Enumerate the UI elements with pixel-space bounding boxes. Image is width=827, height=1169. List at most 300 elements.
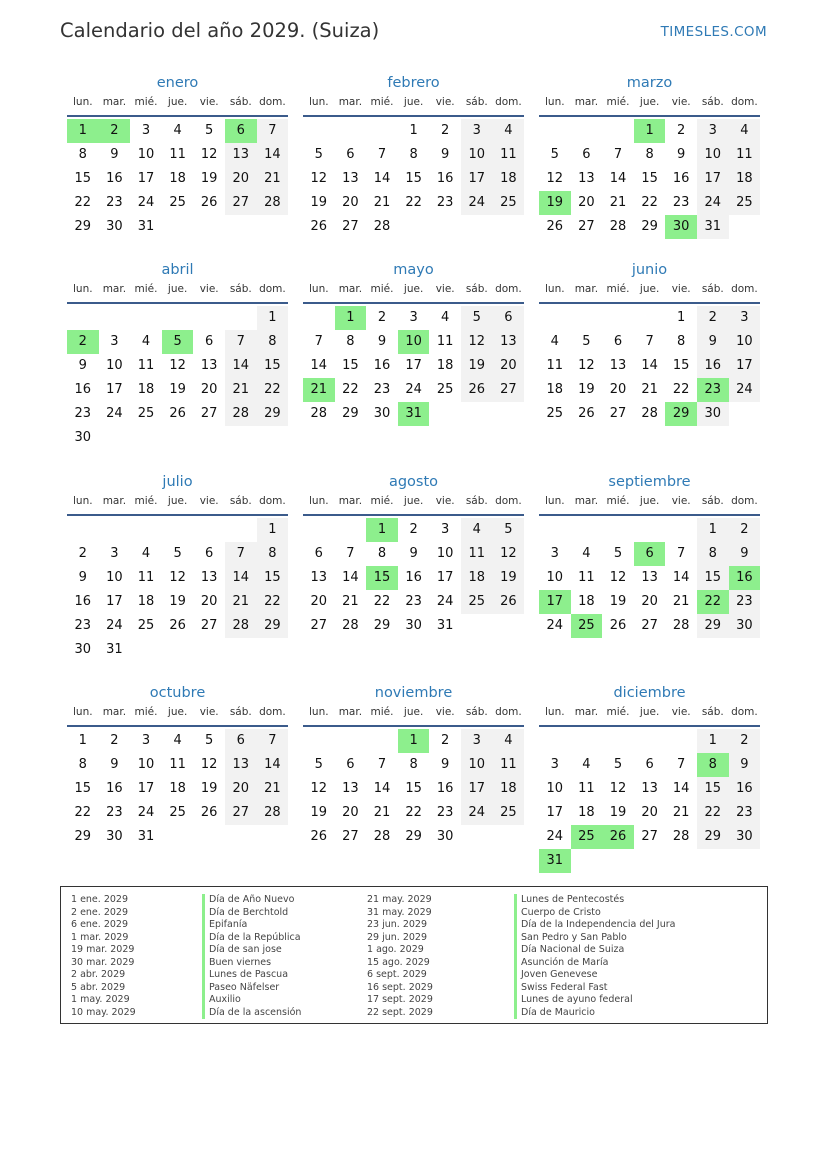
day-cell[interactable]: 13 <box>225 753 257 777</box>
day-cell[interactable]: 24 <box>405 382 422 397</box>
day-cell[interactable]: 24 <box>546 618 564 633</box>
day-cell[interactable]: 14 <box>672 781 690 796</box>
day-cell[interactable]: 25 <box>137 406 155 421</box>
holiday-day[interactable]: 10 <box>398 330 430 354</box>
day-cell[interactable]: 25 <box>169 805 186 820</box>
day-cell[interactable]: 7 <box>225 542 257 566</box>
day-cell[interactable]: 9 <box>110 757 119 772</box>
day-cell[interactable]: 17 <box>697 167 729 191</box>
holiday-day[interactable]: 6 <box>634 542 666 566</box>
day-cell[interactable]: 24 <box>461 191 493 215</box>
day-cell[interactable]: 5 <box>205 123 214 138</box>
day-cell[interactable]: 13 <box>578 171 595 186</box>
holiday-day[interactable]: 1 <box>366 518 398 542</box>
day-cell[interactable]: 27 <box>310 618 328 633</box>
day-cell[interactable]: 31 <box>697 215 729 239</box>
day-cell[interactable]: 19 <box>200 171 218 186</box>
holiday-day[interactable]: 31 <box>539 849 571 873</box>
day-cell[interactable]: 8 <box>409 757 418 772</box>
day-cell[interactable]: 27 <box>225 801 257 825</box>
day-cell[interactable]: 21 <box>342 594 359 609</box>
day-cell[interactable]: 1 <box>697 518 729 542</box>
day-cell[interactable]: 21 <box>672 594 690 609</box>
day-cell[interactable]: 5 <box>613 757 623 772</box>
day-cell[interactable]: 4 <box>141 546 151 561</box>
day-cell[interactable]: 6 <box>645 757 654 772</box>
day-cell[interactable]: 7 <box>225 330 257 354</box>
day-cell[interactable]: 9 <box>78 358 87 373</box>
day-cell[interactable]: 11 <box>436 334 454 349</box>
day-cell[interactable]: 28 <box>373 219 391 234</box>
day-cell[interactable]: 14 <box>225 566 257 590</box>
day-cell[interactable]: 1 <box>409 123 418 138</box>
day-cell[interactable]: 23 <box>672 195 690 210</box>
day-cell[interactable]: 24 <box>436 594 454 609</box>
day-cell[interactable]: 14 <box>373 171 391 186</box>
day-cell[interactable]: 26 <box>200 805 218 820</box>
day-cell[interactable]: 22 <box>373 594 391 609</box>
day-cell[interactable]: 29 <box>405 829 422 844</box>
day-cell[interactable]: 13 <box>609 358 627 373</box>
day-cell[interactable]: 24 <box>461 801 493 825</box>
day-cell[interactable]: 16 <box>697 354 729 378</box>
day-cell[interactable]: 25 <box>729 191 761 215</box>
day-cell[interactable]: 7 <box>257 119 289 143</box>
day-cell[interactable]: 4 <box>582 757 591 772</box>
day-cell[interactable]: 20 <box>342 805 359 820</box>
day-cell[interactable]: 4 <box>550 334 559 349</box>
day-cell[interactable]: 7 <box>314 334 323 349</box>
day-cell[interactable]: 9 <box>729 542 761 566</box>
day-cell[interactable]: 3 <box>550 546 559 561</box>
day-cell[interactable]: 3 <box>409 310 418 325</box>
day-cell[interactable]: 10 <box>546 781 564 796</box>
day-cell[interactable]: 30 <box>729 825 761 849</box>
day-cell[interactable]: 16 <box>74 594 92 609</box>
day-cell[interactable]: 17 <box>461 167 493 191</box>
day-cell[interactable]: 28 <box>672 618 690 633</box>
day-cell[interactable]: 14 <box>257 143 289 167</box>
day-cell[interactable]: 27 <box>641 829 658 844</box>
day-cell[interactable]: 18 <box>169 781 186 796</box>
day-cell[interactable]: 22 <box>697 801 729 825</box>
day-cell[interactable]: 7 <box>257 729 289 753</box>
day-cell[interactable]: 5 <box>550 147 559 162</box>
day-cell[interactable]: 12 <box>169 570 186 585</box>
day-cell[interactable]: 28 <box>609 219 627 234</box>
holiday-day[interactable]: 25 <box>571 825 603 849</box>
day-cell[interactable]: 19 <box>461 354 493 378</box>
holiday-day[interactable]: 22 <box>697 590 729 614</box>
day-cell[interactable]: 15 <box>342 358 359 373</box>
day-cell[interactable]: 4 <box>173 733 182 748</box>
day-cell[interactable]: 7 <box>377 757 387 772</box>
day-cell[interactable]: 31 <box>106 642 123 657</box>
day-cell[interactable]: 4 <box>493 119 525 143</box>
day-cell[interactable]: 17 <box>436 570 454 585</box>
day-cell[interactable]: 27 <box>200 618 218 633</box>
day-cell[interactable]: 16 <box>74 382 92 397</box>
holiday-day[interactable]: 15 <box>366 566 398 590</box>
day-cell[interactable]: 22 <box>257 378 289 402</box>
day-cell[interactable]: 7 <box>677 757 686 772</box>
day-cell[interactable]: 26 <box>461 378 493 402</box>
day-cell[interactable]: 22 <box>672 382 690 397</box>
day-cell[interactable]: 30 <box>405 618 422 633</box>
day-cell[interactable]: 25 <box>546 406 564 421</box>
day-cell[interactable]: 7 <box>613 147 623 162</box>
day-cell[interactable]: 27 <box>342 829 359 844</box>
day-cell[interactable]: 21 <box>672 805 690 820</box>
day-cell[interactable]: 8 <box>78 147 87 162</box>
day-cell[interactable]: 30 <box>74 430 92 445</box>
day-cell[interactable]: 12 <box>578 358 595 373</box>
day-cell[interactable]: 13 <box>342 781 359 796</box>
day-cell[interactable]: 20 <box>641 805 658 820</box>
day-cell[interactable]: 23 <box>436 805 454 820</box>
day-cell[interactable]: 11 <box>461 542 493 566</box>
day-cell[interactable]: 12 <box>200 757 218 772</box>
day-cell[interactable]: 2 <box>697 306 729 330</box>
day-cell[interactable]: 2 <box>441 123 450 138</box>
day-cell[interactable]: 26 <box>169 406 186 421</box>
holiday-day[interactable]: 1 <box>67 119 99 143</box>
holiday-day[interactable]: 1 <box>335 306 367 330</box>
day-cell[interactable]: 3 <box>110 546 119 561</box>
day-cell[interactable]: 8 <box>346 334 355 349</box>
day-cell[interactable]: 21 <box>641 382 658 397</box>
day-cell[interactable]: 25 <box>493 801 525 825</box>
day-cell[interactable]: 15 <box>257 354 289 378</box>
day-cell[interactable]: 22 <box>405 195 422 210</box>
holiday-day[interactable]: 29 <box>665 402 697 426</box>
day-cell[interactable]: 10 <box>697 143 729 167</box>
day-cell[interactable]: 16 <box>106 171 123 186</box>
day-cell[interactable]: 2 <box>729 518 761 542</box>
day-cell[interactable]: 16 <box>729 777 761 801</box>
day-cell[interactable]: 22 <box>257 590 289 614</box>
day-cell[interactable]: 27 <box>578 219 595 234</box>
day-cell[interactable]: 21 <box>257 167 289 191</box>
day-cell[interactable]: 16 <box>672 171 690 186</box>
day-cell[interactable]: 28 <box>257 191 289 215</box>
day-cell[interactable]: 26 <box>546 219 564 234</box>
day-cell[interactable]: 26 <box>200 195 218 210</box>
day-cell[interactable]: 20 <box>200 594 218 609</box>
day-cell[interactable]: 9 <box>110 147 119 162</box>
day-cell[interactable]: 15 <box>257 566 289 590</box>
day-cell[interactable]: 4 <box>729 119 761 143</box>
day-cell[interactable]: 11 <box>169 147 186 162</box>
day-cell[interactable]: 28 <box>373 829 391 844</box>
day-cell[interactable]: 3 <box>141 733 151 748</box>
day-cell[interactable]: 3 <box>697 119 729 143</box>
day-cell[interactable]: 26 <box>310 219 328 234</box>
day-cell[interactable]: 26 <box>169 618 186 633</box>
holiday-day[interactable]: 21 <box>303 378 335 402</box>
day-cell[interactable]: 29 <box>373 618 391 633</box>
day-cell[interactable]: 20 <box>641 594 658 609</box>
day-cell[interactable]: 11 <box>137 358 155 373</box>
day-cell[interactable]: 28 <box>257 801 289 825</box>
day-cell[interactable]: 15 <box>74 171 92 186</box>
day-cell[interactable]: 20 <box>342 195 359 210</box>
day-cell[interactable]: 27 <box>225 191 257 215</box>
day-cell[interactable]: 31 <box>137 219 155 234</box>
day-cell[interactable]: 15 <box>405 171 422 186</box>
day-cell[interactable]: 12 <box>169 358 186 373</box>
day-cell[interactable]: 21 <box>373 805 391 820</box>
day-cell[interactable]: 26 <box>310 829 328 844</box>
day-cell[interactable]: 3 <box>729 306 761 330</box>
day-cell[interactable]: 12 <box>310 781 328 796</box>
day-cell[interactable]: 23 <box>74 406 92 421</box>
day-cell[interactable]: 26 <box>609 618 627 633</box>
day-cell[interactable]: 15 <box>74 781 92 796</box>
day-cell[interactable]: 14 <box>672 570 690 585</box>
day-cell[interactable]: 23 <box>405 594 422 609</box>
day-cell[interactable]: 10 <box>436 546 454 561</box>
day-cell[interactable]: 18 <box>137 594 155 609</box>
day-cell[interactable]: 19 <box>578 382 595 397</box>
day-cell[interactable]: 11 <box>578 781 595 796</box>
day-cell[interactable]: 21 <box>225 378 257 402</box>
day-cell[interactable]: 17 <box>546 805 564 820</box>
day-cell[interactable]: 12 <box>609 570 627 585</box>
day-cell[interactable]: 5 <box>582 334 591 349</box>
day-cell[interactable]: 11 <box>493 143 525 167</box>
day-cell[interactable]: 30 <box>436 829 454 844</box>
day-cell[interactable]: 8 <box>697 542 729 566</box>
day-cell[interactable]: 22 <box>74 805 92 820</box>
day-cell[interactable]: 21 <box>257 777 289 801</box>
day-cell[interactable]: 7 <box>377 147 387 162</box>
day-cell[interactable]: 29 <box>257 614 289 638</box>
holiday-day[interactable]: 2 <box>67 330 99 354</box>
day-cell[interactable]: 9 <box>377 334 387 349</box>
day-cell[interactable]: 15 <box>697 566 729 590</box>
day-cell[interactable]: 19 <box>609 594 627 609</box>
day-cell[interactable]: 5 <box>461 306 493 330</box>
day-cell[interactable]: 14 <box>257 753 289 777</box>
day-cell[interactable]: 13 <box>641 570 658 585</box>
day-cell[interactable]: 11 <box>493 753 525 777</box>
day-cell[interactable]: 4 <box>582 546 591 561</box>
day-cell[interactable]: 10 <box>106 358 123 373</box>
day-cell[interactable]: 20 <box>200 382 218 397</box>
day-cell[interactable]: 18 <box>137 382 155 397</box>
day-cell[interactable]: 2 <box>78 546 87 561</box>
day-cell[interactable]: 3 <box>461 729 493 753</box>
day-cell[interactable]: 11 <box>729 143 761 167</box>
day-cell[interactable]: 24 <box>546 829 564 844</box>
day-cell[interactable]: 17 <box>106 382 123 397</box>
holiday-day[interactable]: 8 <box>697 753 729 777</box>
day-cell[interactable]: 31 <box>137 829 155 844</box>
day-cell[interactable]: 15 <box>405 781 422 796</box>
day-cell[interactable]: 29 <box>342 406 359 421</box>
day-cell[interactable]: 7 <box>677 546 686 561</box>
day-cell[interactable]: 18 <box>169 171 186 186</box>
day-cell[interactable]: 30 <box>106 219 123 234</box>
day-cell[interactable]: 13 <box>225 143 257 167</box>
day-cell[interactable]: 7 <box>346 546 355 561</box>
holiday-day[interactable]: 1 <box>398 729 430 753</box>
holiday-day[interactable]: 19 <box>539 191 571 215</box>
day-cell[interactable]: 20 <box>225 777 257 801</box>
day-cell[interactable]: 30 <box>74 642 92 657</box>
day-cell[interactable]: 29 <box>74 219 92 234</box>
day-cell[interactable]: 13 <box>342 171 359 186</box>
day-cell[interactable]: 31 <box>436 618 454 633</box>
day-cell[interactable]: 29 <box>697 614 729 638</box>
day-cell[interactable]: 13 <box>641 781 658 796</box>
day-cell[interactable]: 15 <box>672 358 690 373</box>
day-cell[interactable]: 28 <box>225 402 257 426</box>
day-cell[interactable]: 19 <box>310 805 328 820</box>
day-cell[interactable]: 14 <box>373 781 391 796</box>
day-cell[interactable]: 19 <box>609 805 627 820</box>
day-cell[interactable]: 9 <box>677 147 686 162</box>
holiday-day[interactable]: 16 <box>729 566 761 590</box>
day-cell[interactable]: 4 <box>173 123 182 138</box>
holiday-day[interactable]: 30 <box>665 215 697 239</box>
day-cell[interactable]: 18 <box>546 382 564 397</box>
day-cell[interactable]: 6 <box>205 546 214 561</box>
day-cell[interactable]: 23 <box>729 801 761 825</box>
day-cell[interactable]: 10 <box>546 570 564 585</box>
day-cell[interactable]: 1 <box>257 518 289 542</box>
holiday-day[interactable]: 2 <box>99 119 131 143</box>
day-cell[interactable]: 8 <box>377 546 387 561</box>
day-cell[interactable]: 27 <box>200 406 218 421</box>
day-cell[interactable]: 6 <box>225 729 257 753</box>
day-cell[interactable]: 5 <box>173 546 182 561</box>
day-cell[interactable]: 20 <box>310 594 328 609</box>
holiday-day[interactable]: 23 <box>697 378 729 402</box>
day-cell[interactable]: 6 <box>493 306 525 330</box>
day-cell[interactable]: 28 <box>310 406 328 421</box>
day-cell[interactable]: 5 <box>205 733 214 748</box>
day-cell[interactable]: 3 <box>550 757 559 772</box>
day-cell[interactable]: 20 <box>609 382 627 397</box>
day-cell[interactable]: 19 <box>493 566 525 590</box>
day-cell[interactable]: 6 <box>346 757 355 772</box>
holiday-day[interactable]: 26 <box>602 825 634 849</box>
holiday-day[interactable]: 1 <box>634 119 666 143</box>
day-cell[interactable]: 24 <box>106 406 123 421</box>
day-cell[interactable]: 17 <box>405 358 422 373</box>
day-cell[interactable]: 11 <box>137 570 155 585</box>
day-cell[interactable]: 25 <box>137 618 155 633</box>
day-cell[interactable]: 24 <box>697 191 729 215</box>
day-cell[interactable]: 30 <box>697 402 729 426</box>
day-cell[interactable]: 2 <box>729 729 761 753</box>
day-cell[interactable]: 24 <box>106 618 123 633</box>
day-cell[interactable]: 19 <box>169 594 186 609</box>
day-cell[interactable]: 8 <box>677 334 686 349</box>
day-cell[interactable]: 3 <box>441 522 450 537</box>
day-cell[interactable]: 14 <box>609 171 627 186</box>
day-cell[interactable]: 15 <box>697 777 729 801</box>
day-cell[interactable]: 5 <box>314 147 323 162</box>
day-cell[interactable]: 19 <box>200 781 218 796</box>
day-cell[interactable]: 14 <box>310 358 328 373</box>
day-cell[interactable]: 9 <box>441 147 450 162</box>
day-cell[interactable]: 24 <box>137 805 155 820</box>
day-cell[interactable]: 19 <box>169 382 186 397</box>
day-cell[interactable]: 18 <box>493 777 525 801</box>
day-cell[interactable]: 2 <box>677 123 686 138</box>
day-cell[interactable]: 13 <box>310 570 328 585</box>
day-cell[interactable]: 6 <box>314 546 323 561</box>
day-cell[interactable]: 23 <box>74 618 92 633</box>
day-cell[interactable]: 21 <box>373 195 391 210</box>
day-cell[interactable]: 10 <box>137 757 155 772</box>
day-cell[interactable]: 21 <box>609 195 627 210</box>
day-cell[interactable]: 25 <box>436 382 454 397</box>
day-cell[interactable]: 15 <box>641 171 658 186</box>
day-cell[interactable]: 18 <box>461 566 493 590</box>
day-cell[interactable]: 18 <box>436 358 454 373</box>
day-cell[interactable]: 8 <box>78 757 87 772</box>
holiday-day[interactable]: 17 <box>539 590 571 614</box>
day-cell[interactable]: 9 <box>697 330 729 354</box>
day-cell[interactable]: 26 <box>493 590 525 614</box>
day-cell[interactable]: 30 <box>729 614 761 638</box>
day-cell[interactable]: 12 <box>493 542 525 566</box>
day-cell[interactable]: 16 <box>436 171 454 186</box>
day-cell[interactable]: 23 <box>373 382 391 397</box>
day-cell[interactable]: 10 <box>729 330 761 354</box>
day-cell[interactable]: 23 <box>436 195 454 210</box>
day-cell[interactable]: 8 <box>257 330 289 354</box>
day-cell[interactable]: 9 <box>441 757 450 772</box>
day-cell[interactable]: 25 <box>461 590 493 614</box>
day-cell[interactable]: 25 <box>493 191 525 215</box>
day-cell[interactable]: 16 <box>373 358 391 373</box>
day-cell[interactable]: 23 <box>106 195 123 210</box>
day-cell[interactable]: 6 <box>346 147 355 162</box>
day-cell[interactable]: 6 <box>582 147 591 162</box>
day-cell[interactable]: 1 <box>697 729 729 753</box>
day-cell[interactable]: 17 <box>137 781 155 796</box>
day-cell[interactable]: 2 <box>377 310 387 325</box>
day-cell[interactable]: 10 <box>461 143 493 167</box>
day-cell[interactable]: 24 <box>729 378 761 402</box>
day-cell[interactable]: 14 <box>342 570 359 585</box>
day-cell[interactable]: 17 <box>137 171 155 186</box>
day-cell[interactable]: 16 <box>436 781 454 796</box>
day-cell[interactable]: 22 <box>641 195 658 210</box>
day-cell[interactable]: 1 <box>257 306 289 330</box>
day-cell[interactable]: 3 <box>110 334 119 349</box>
day-cell[interactable]: 30 <box>373 406 391 421</box>
day-cell[interactable]: 20 <box>225 167 257 191</box>
day-cell[interactable]: 21 <box>225 590 257 614</box>
day-cell[interactable]: 23 <box>729 590 761 614</box>
day-cell[interactable]: 11 <box>578 570 595 585</box>
day-cell[interactable]: 12 <box>200 147 218 162</box>
day-cell[interactable]: 29 <box>257 402 289 426</box>
day-cell[interactable]: 13 <box>200 570 218 585</box>
day-cell[interactable]: 12 <box>310 171 328 186</box>
day-cell[interactable]: 22 <box>405 805 422 820</box>
day-cell[interactable]: 2 <box>409 522 418 537</box>
day-cell[interactable]: 4 <box>493 729 525 753</box>
day-cell[interactable]: 28 <box>225 614 257 638</box>
day-cell[interactable]: 12 <box>609 781 627 796</box>
